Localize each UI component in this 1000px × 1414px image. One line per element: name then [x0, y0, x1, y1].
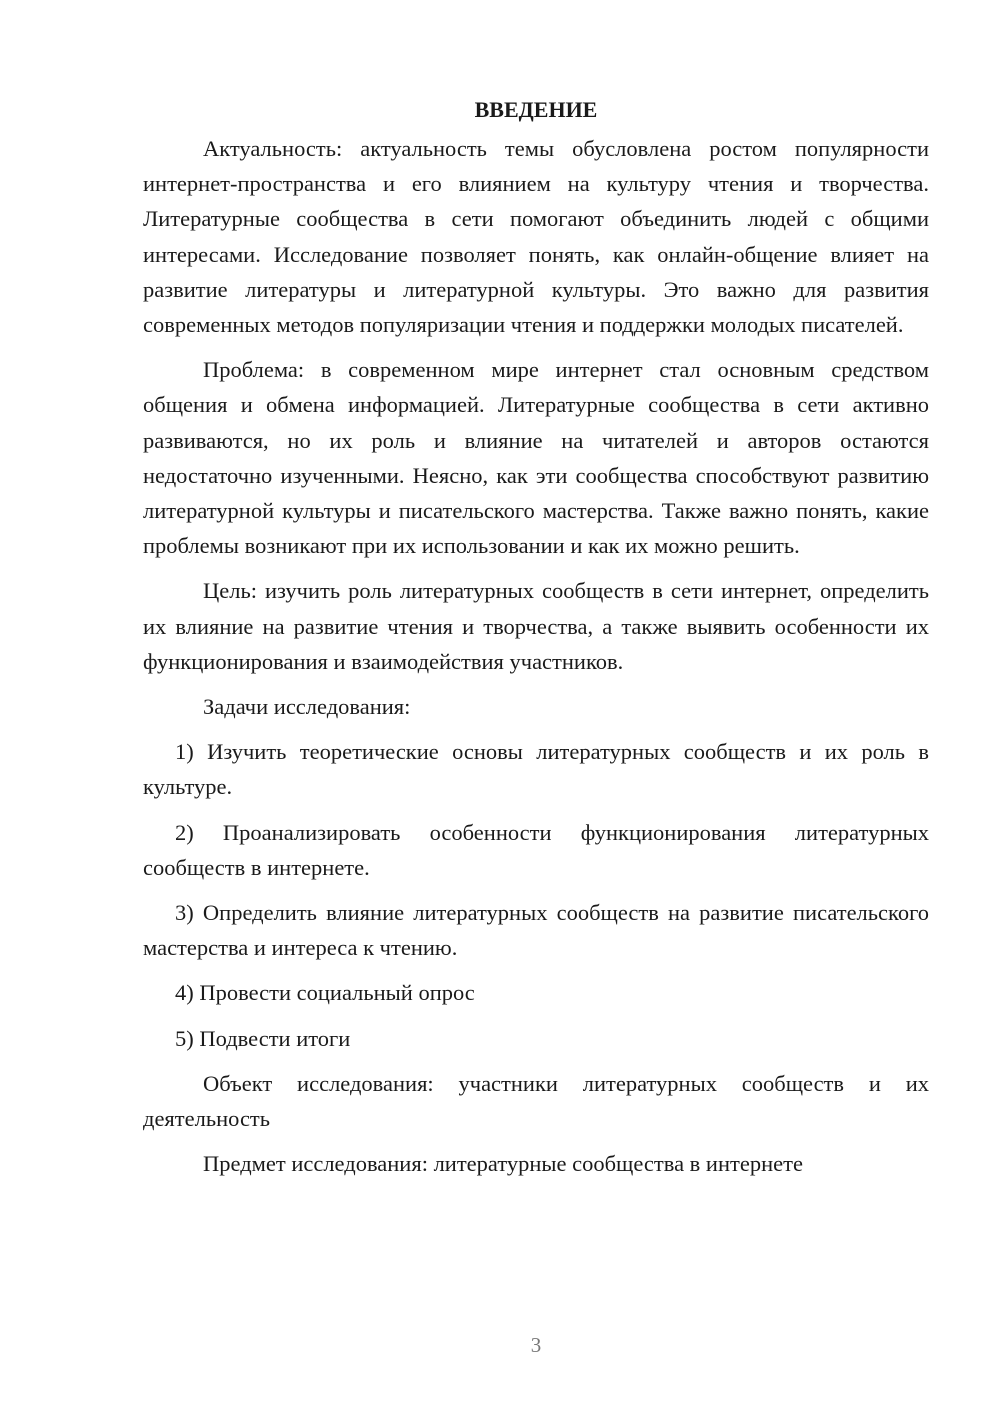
- tasks-heading: Задачи исследования:: [203, 694, 411, 720]
- task-item-2: 2) Проанализировать особенности функционирования литературных сообществ в интернете.: [143, 819, 929, 880]
- task-item-5: 5) Подвести итоги: [175, 1025, 351, 1051]
- goal-paragraph: Цель: изучить роль литературных сообществ в сети интернет, определить их влияние на развитие чтения и творчества, а также выявить особенности их функционирования и взаимодействия участников.: [143, 578, 929, 674]
- task-item-3: 3) Определить влияние литературных сообществ на развитие писательского мастерства и интереса к чтению.: [143, 900, 929, 961]
- task-item-1: 1) Изучить теоретические основы литературных сообществ и их роль в культуре.: [143, 739, 929, 800]
- document-page: [143, 92, 929, 1191]
- research-subject-paragraph: Предмет исследования: литературные сообщества в интернете: [203, 1151, 803, 1177]
- relevance-paragraph: Актуальность: актуальность темы обусловлена ростом популярности интернет-пространства и его влиянием на культуру чтения и творчества. Литературные сообщества в сети помогают объединить людей с общими интересами. Исследование позволяет понять, как онлайн-общение влияет на развитие литературы и литературной культуры. Это важно для развития современных методов популяризации чтения и поддержки молодых писателей.: [143, 136, 929, 338]
- problem-paragraph: Проблема: в современном мире интернет стал основным средством общения и обмена информацией. Литературные сообщества в сети активно развиваются, но их роль и влияние на читателей и авторов остаются недостаточно изученными. Неясно, как эти сообщества способствуют развитию литературной культуры и писательского мастерства. Также важно понять, какие проблемы возникают при их использовании и как их можно решить.: [143, 357, 929, 559]
- page-number: 3: [530, 1333, 542, 1357]
- page-title: ВВЕДЕНИЕ: [474, 97, 598, 122]
- research-object-paragraph: Объект исследования: участники литературных сообществ и их деятельность: [143, 1070, 929, 1132]
- task-item-4: 4) Провести социальный опрос: [175, 980, 475, 1006]
